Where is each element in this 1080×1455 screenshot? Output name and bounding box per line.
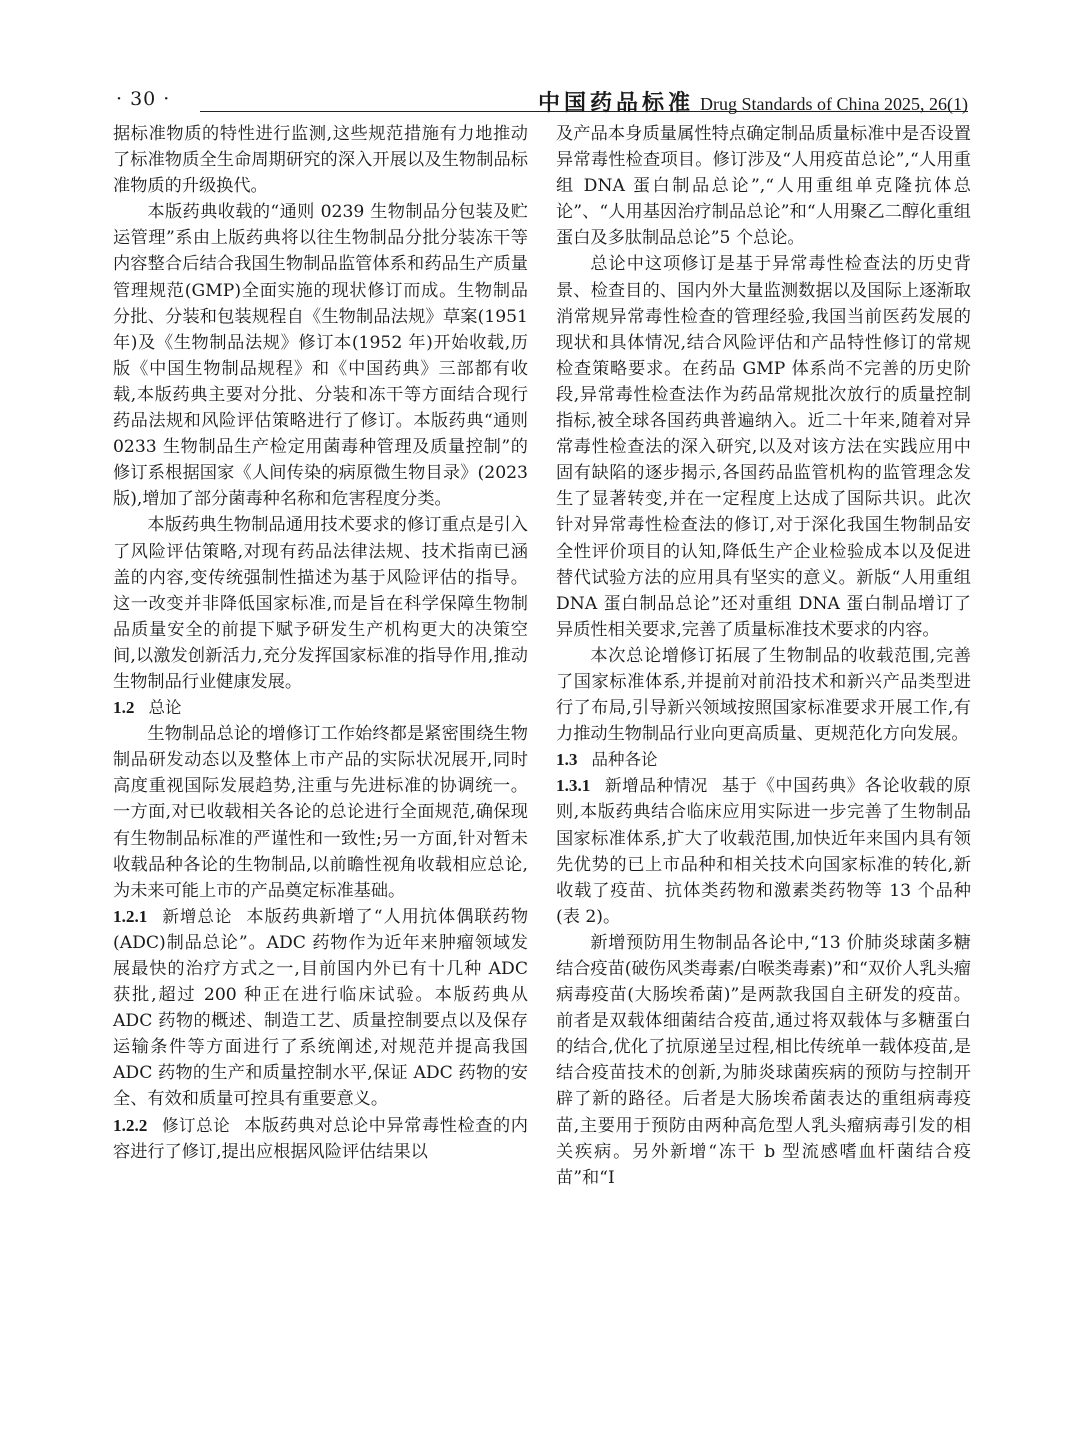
subsection-title: 新增总论 (161, 906, 233, 926)
paragraph: 本版药典对总论中异常毒性检查的内容进行了修订,提出应根据风险评估结果以 (113, 1115, 528, 1162)
subsection-1-2-1 (113, 904, 528, 1113)
section-number: 1.2 (113, 698, 135, 718)
paragraph: 新增预防用生物制品各论中,“13 价肺炎球菌多糖结合疫苗(破伤风类毒素/白喉类毒素)”和“双价人乳头瘤病毒疫苗(大肠埃希菌)”是两款我国自主研发的疫苗。前者是双载体细菌结合疫苗,通过将双载体与多糖蛋白的结合,优化了抗原递呈过程,相比传统单一载体疫苗,是结合疫苗技术的创新,为肺炎球菌疾病的预防与控制开辟了新的路径。后者是大肠埃希菌表达的重组病毒疫苗,主要用于预防由两种高危型人乳头瘤病毒引发的相关疾病。另外新增“冻干 b 型流感嗜血杆菌结合疫苗”和“I (556, 932, 971, 1188)
section-title: 总论 (148, 698, 182, 718)
section-title: 品种各论 (591, 750, 658, 770)
subsection-1-3-1 (556, 773, 971, 930)
section-heading-1-2 (113, 695, 528, 721)
paragraph: 本版药典生物制品通用技术要求的修订重点是引入了风险评估策略,对现有药品法律法规、技术指南已涵盖的内容,变传统强制性描述为基于风险评估的指导。这一改变并非降低国家标准,而是旨在科学保障生物制品质量安全的前提下赋予研发生产机构更大的决策空间,以激发创新活力,充分发挥国家标准的指导作用,推动生物制品行业健康发展。 (113, 515, 528, 692)
section-number: 1.3 (556, 750, 578, 770)
subsection-title: 新增品种情况 (604, 776, 708, 796)
header-rule (200, 111, 968, 112)
paragraph: 生物制品总论的增修订工作始终都是紧密围绕生物制品研发动态以及整体上市产品的实际状况展开,同时高度重视国际发展趋势,注重与先进标准的协调统一。一方面,对已收载相关各论的总论进行全面规范,确保现有生物制品标准的严谨性和一致性;另一方面,针对暂未收载品种各论的生物制品,以前瞻性视角收载相应总论,为未来可能上市的产品奠定标准基础。 (113, 724, 528, 901)
page-number: · 30 · (116, 88, 171, 110)
journal-title (538, 86, 968, 117)
paragraph: 总论中这项修订是基于异常毒性检查法的历史背景、检查目的、国内外大量监测数据以及国际上逐渐取消常规异常毒性检查的管理经验,我国当前医药发展的现状和具体情况,结合风险评估和产品特性修订的常规检查策略要求。在药品 GMP 体系尚不完善的历史阶段,异常毒性检查法作为药品常规批次放行的质量控制指标,被全球各国药典普遍纳入。近二十年来,随着对异常毒性检查法的深入研究,以及对该方法在实践应用中固有缺陷的逐步揭示,各国药品监管机构的监管理念发生了显著转变,并在一定程度上达成了国际共识。此次针对异常毒性检查法的修订,对于深化我国生物制品安全性评价项目的认知,降低生产企业检验成本以及促进替代试验方法的应用具有坚实的意义。新版“人用重组 DNA 蛋白制品总论”还对重组 DNA 蛋白制品增订了异质性相关要求,完善了质量标准技术要求的内容。 (556, 254, 971, 640)
section-heading-1-3 (556, 747, 971, 773)
paragraph: 本次总论增修订拓展了生物制品的收载范围,完善了国家标准体系,并提前对前沿技术和新兴产品类型进行了布局,引导新兴领域按照国家标准要求开展工作,有力推动生物制品行业向更高质量、更规范化方向发展。 (556, 645, 971, 745)
subsection-1-2-2 (113, 1113, 528, 1165)
subsection-number: 1.2.1 (113, 906, 148, 926)
subsection-title: 修订总论 (161, 1115, 231, 1135)
left-column (113, 121, 528, 1165)
journal-title-cn: 中国药品标准 (538, 90, 695, 116)
subsection-number: 1.3.1 (556, 776, 591, 796)
paragraph: 基于《中国药典》各论收载的原则,本版药典结合临床应用实际进一步完善了生物制品国家标准体系,扩大了收载范围,加快近年来国内具有领先优势的已上市品种和相关技术向国家标准的转化,新收载了疫苗、抗体类药物和激素类药物等 13 个品种(表 2)。 (556, 776, 971, 927)
journal-title-en: Drug Standards of China 2025, 26(1) (700, 94, 968, 114)
subsection-number: 1.2.2 (113, 1115, 148, 1135)
right-column (556, 121, 971, 1191)
paragraph: 据标准物质的特性进行监测,这些规范措施有力地推动了标准物质全生命周期研究的深入开展以及生物制品标准物质的升级换代。 (113, 124, 528, 197)
paragraph: 本版药典新增了“人用抗体偶联药物(ADC)制品总论”。ADC 药物作为近年来肿瘤领域发展最快的治疗方式之一,目前国内外已有十几种 ADC 获批,超过 200 种正在进行临床试验。本版药典从 ADC 药物的概述、制造工艺、质量控制要点以及保存运输条件等方面进行了系统阐述,对规范并提高我国 ADC 药物的生产和质量控制水平,保证 ADC 药物的安全、有效和质量可控具有重要意义。 (113, 906, 529, 1110)
paragraph: 本版药典收载的“通则 0239 生物制品分包装及贮运管理”系由上版药典将以往生物制品分批分装冻干等内容整合后结合我国生物制品监管体系和药品生产质量管理规范(GMP)全面实施的现状修订而成。生物制品分批、分装和包装规程自《生物制品法规》草案(1951 年)及《生物制品法规》修订本(1952 年)开始收载,历版《中国生物制品规程》和《中国药典》三部都有收载,本版药典主要对分批、分装和冻干等方面结合现行药品法规和风险评估策略进行了修订。本版药典“通则 0233 生物制品生产检定用菌毒种管理及质量控制”的修订系根据国家《人间传染的病原微生物目录》(2023 版),增加了部分菌毒种名称和危害程度分类。 (113, 202, 528, 510)
paragraph: 及产品本身质量属性特点确定制品质量标准中是否设置异常毒性检查项目。修订涉及“人用疫苗总论”,“人用重组 DNA 蛋白制品总论”,“人用重组单克隆抗体总论”、“人用基因治疗制品总论”和“人用聚乙二醇化重组蛋白及多肽制品总论”5 个总论。 (556, 124, 971, 249)
